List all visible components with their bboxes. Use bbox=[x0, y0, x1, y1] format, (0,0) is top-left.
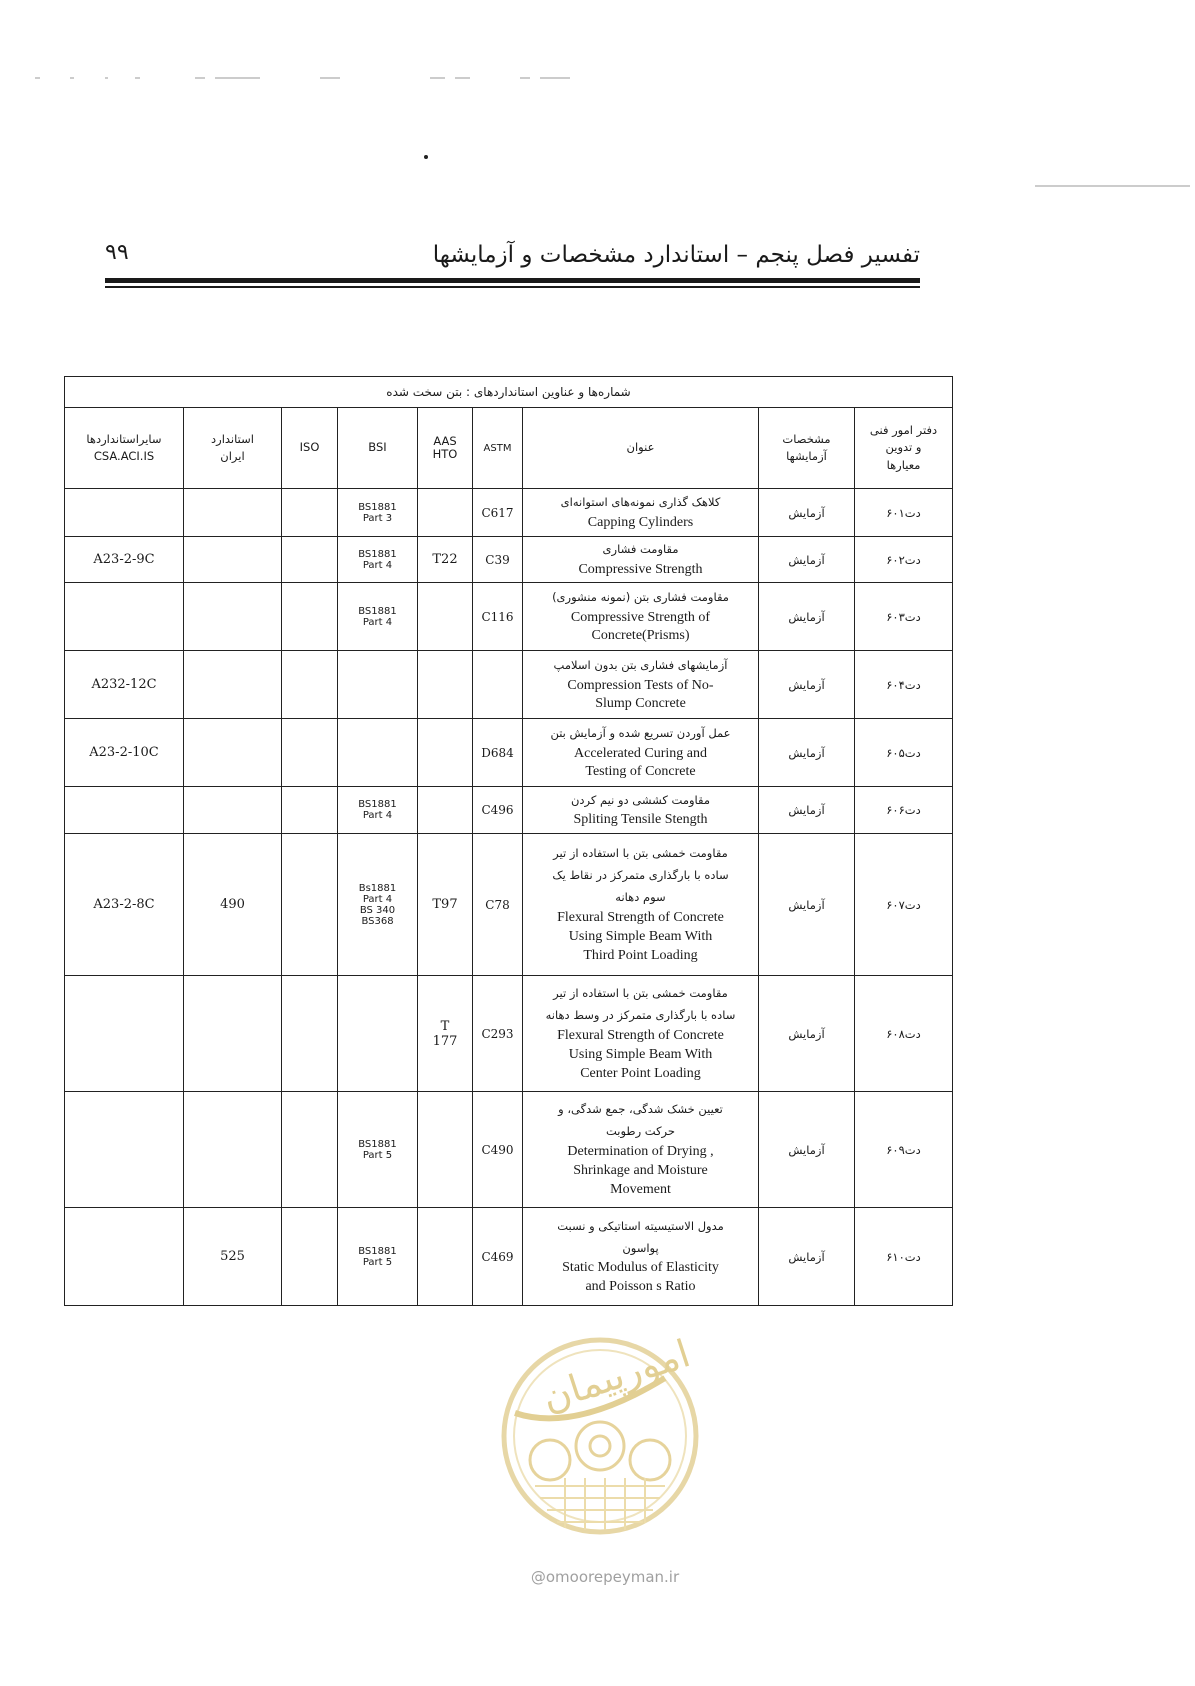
iso-code bbox=[282, 537, 338, 583]
aashto-code: T 177 bbox=[418, 976, 473, 1092]
header-rule bbox=[105, 278, 920, 283]
table-row bbox=[65, 583, 953, 651]
aashto-code bbox=[418, 583, 473, 651]
office-code: دت۶۰۲ bbox=[855, 537, 953, 583]
iran-code bbox=[184, 537, 282, 583]
office-code: دت۶۱۰ bbox=[855, 1208, 953, 1306]
title-cell bbox=[523, 537, 759, 583]
astm-code: D684 bbox=[473, 719, 523, 787]
other-code bbox=[65, 1092, 184, 1208]
spec-type: آزمایش bbox=[759, 1208, 855, 1306]
table-row bbox=[65, 834, 953, 976]
iso-code bbox=[282, 1208, 338, 1306]
column-header-title: عنوان bbox=[523, 408, 759, 489]
aashto-code bbox=[418, 1208, 473, 1306]
aashto-code bbox=[418, 719, 473, 787]
bsi-code: BS1881 Part 5 bbox=[338, 1092, 418, 1208]
office-code: دت۶۰۳ bbox=[855, 583, 953, 651]
table-row bbox=[65, 1208, 953, 1306]
title-fa: مقاومت خمشی بتن با استفاده از تیر ساده با بارگذاری متمرکز در وسط دهانه bbox=[545, 986, 736, 1023]
bsi-code bbox=[338, 651, 418, 719]
title-en: Static Modulus of Elasticity and Poisson s Ratio bbox=[562, 1260, 719, 1295]
watermark-logo-text: امورپیمان bbox=[536, 1331, 696, 1421]
spec-type: آزمایش bbox=[759, 719, 855, 787]
title-cell bbox=[523, 489, 759, 537]
table-row bbox=[65, 719, 953, 787]
aashto-code bbox=[418, 787, 473, 834]
title-fa: مدول الاستیسیته استاتیکی و نسبت پواسون bbox=[557, 1218, 724, 1255]
iso-code bbox=[282, 489, 338, 537]
column-header-bsi: BSI bbox=[338, 408, 418, 489]
table-row bbox=[65, 787, 953, 834]
table-row bbox=[65, 976, 953, 1092]
table-row bbox=[65, 537, 953, 583]
astm-code: C39 bbox=[473, 537, 523, 583]
bsi-code: BS1881 Part 5 bbox=[338, 1208, 418, 1306]
iran-code: 525 bbox=[184, 1208, 282, 1306]
title-en: Accelerated Curing and Testing of Concrete bbox=[574, 745, 707, 780]
column-header-iran: استاندارد ایران bbox=[184, 408, 282, 489]
title-fa: عمل آوردن تسریع شده و آزمایش بتن bbox=[550, 725, 731, 740]
spec-type: آزمایش bbox=[759, 787, 855, 834]
office-code: دت۶۰۷ bbox=[855, 834, 953, 976]
title-cell bbox=[523, 787, 759, 834]
watermark-url bbox=[500, 1568, 710, 1586]
title-fa: تعیین خشک شدگی، جمع شدگی، و حرکت رطوبت bbox=[558, 1102, 723, 1139]
page-header bbox=[105, 240, 920, 290]
other-code bbox=[65, 787, 184, 834]
iran-code bbox=[184, 976, 282, 1092]
other-code: A23-2-10C bbox=[65, 719, 184, 787]
at-icon: @ bbox=[530, 1568, 546, 1586]
other-code: A23-2-8C bbox=[65, 834, 184, 976]
table-row bbox=[65, 1092, 953, 1208]
office-code: دت۶۰۶ bbox=[855, 787, 953, 834]
astm-code: C78 bbox=[473, 834, 523, 976]
title-cell bbox=[523, 1208, 759, 1306]
aashto-code bbox=[418, 489, 473, 537]
astm-code: C490 bbox=[473, 1092, 523, 1208]
iran-code bbox=[184, 651, 282, 719]
page-title: تفسیر فصل پنجم – استاندارد مشخصات و آزمایشها bbox=[432, 242, 920, 268]
title-en: Flexural Strength of Concrete Using Simple Beam With Third Point Loading bbox=[557, 909, 724, 963]
other-code bbox=[65, 1208, 184, 1306]
scan-noise bbox=[0, 0, 1195, 200]
title-en: Compressive Strength of Concrete(Prisms) bbox=[570, 609, 711, 644]
column-header-aashto: AAS HTO bbox=[418, 408, 473, 489]
iran-code: 490 bbox=[184, 834, 282, 976]
iran-code bbox=[184, 489, 282, 537]
iso-code bbox=[282, 834, 338, 976]
iso-code bbox=[282, 787, 338, 834]
spec-type: آزمایش bbox=[759, 976, 855, 1092]
other-code bbox=[65, 976, 184, 1092]
other-code: A23-2-9C bbox=[65, 537, 184, 583]
bsi-code bbox=[338, 976, 418, 1092]
title-cell bbox=[523, 834, 759, 976]
office-code: دت۶۰۹ bbox=[855, 1092, 953, 1208]
table-header-row bbox=[65, 408, 953, 489]
iran-code bbox=[184, 1092, 282, 1208]
title-fa: مقاومت کششی دو نیم کردن bbox=[570, 792, 711, 807]
title-en: Flexural Strength of Concrete Using Simple Beam With Center Point Loading bbox=[557, 1028, 724, 1081]
aashto-code bbox=[418, 1092, 473, 1208]
watermark-url-text: omoorepeyman.ir bbox=[545, 1568, 680, 1586]
column-header-astm: ASTM bbox=[473, 408, 523, 489]
bsi-code: BS1881 Part 4 bbox=[338, 537, 418, 583]
header-rule-thin bbox=[105, 286, 920, 288]
title-fa: آزمایشهای فشاری بتن بدون اسلامپ bbox=[553, 657, 728, 672]
table-caption: شماره‌ها و عناوین استانداردهای : بتن سخت شده bbox=[65, 377, 953, 408]
spec-type: آزمایش bbox=[759, 651, 855, 719]
title-en: Compression Tests of No- Slump Concrete bbox=[567, 677, 714, 712]
office-code: دت۶۰۸ bbox=[855, 976, 953, 1092]
column-header-office: دفتر امور فنی و تدوین معیارها bbox=[855, 408, 953, 489]
iso-code bbox=[282, 976, 338, 1092]
iran-code bbox=[184, 719, 282, 787]
title-fa: کلاهک گذاری نمونه‌های استوانه‌ای bbox=[560, 495, 721, 510]
title-en: Capping Cylinders bbox=[587, 514, 694, 530]
title-en: Spliting Tensile Stength bbox=[573, 812, 708, 828]
bsi-code: BS1881 Part 4 bbox=[338, 787, 418, 834]
office-code: دت۶۰۱ bbox=[855, 489, 953, 537]
aashto-code bbox=[418, 651, 473, 719]
spec-type: آزمایش bbox=[759, 537, 855, 583]
spec-type: آزمایش bbox=[759, 1092, 855, 1208]
title-fa: مقاومت خمشی بتن با استفاده از تیر ساده با بارگذاری متمرکز در نقاط یک سوم دهانه bbox=[552, 846, 729, 905]
other-code bbox=[65, 583, 184, 651]
astm-code bbox=[473, 651, 523, 719]
iso-code bbox=[282, 651, 338, 719]
astm-code: C469 bbox=[473, 1208, 523, 1306]
title-cell bbox=[523, 583, 759, 651]
title-fa: مقاومت فشاری bbox=[602, 542, 679, 557]
spec-type: آزمایش bbox=[759, 489, 855, 537]
title-fa: مقاومت فشاری بتن (نمونه منشوری) bbox=[552, 589, 729, 604]
title-cell bbox=[523, 651, 759, 719]
iso-code bbox=[282, 583, 338, 651]
iso-code bbox=[282, 1092, 338, 1208]
office-code: دت۶۰۴ bbox=[855, 651, 953, 719]
title-en: Determination of Drying , Shrinkage and Moisture Movement bbox=[567, 1144, 714, 1197]
title-en: Compressive Strength bbox=[578, 561, 703, 577]
title-cell bbox=[523, 976, 759, 1092]
astm-code: C293 bbox=[473, 976, 523, 1092]
table-row bbox=[65, 489, 953, 537]
spec-type: آزمایش bbox=[759, 583, 855, 651]
astm-code: C116 bbox=[473, 583, 523, 651]
table-row bbox=[65, 651, 953, 719]
column-header-spec: مشخصات آزمایشها bbox=[759, 408, 855, 489]
standards-table bbox=[64, 376, 953, 1306]
office-code: دت۶۰۵ bbox=[855, 719, 953, 787]
iran-code bbox=[184, 787, 282, 834]
page-number: ۹۹ bbox=[105, 240, 129, 265]
scan-dot bbox=[424, 155, 428, 159]
column-header-other: سایراستانداردها CSA.ACI.IS bbox=[65, 408, 184, 489]
iso-code bbox=[282, 719, 338, 787]
column-header-iso: ISO bbox=[282, 408, 338, 489]
bsi-code: Bs1881 Part 4 BS 340 BS368 bbox=[338, 834, 418, 976]
iran-code bbox=[184, 583, 282, 651]
watermark-logo bbox=[495, 1318, 705, 1568]
astm-code: C496 bbox=[473, 787, 523, 834]
astm-code: C617 bbox=[473, 489, 523, 537]
other-code bbox=[65, 489, 184, 537]
aashto-code: T97 bbox=[418, 834, 473, 976]
title-cell bbox=[523, 1092, 759, 1208]
bsi-code bbox=[338, 719, 418, 787]
spec-type: آزمایش bbox=[759, 834, 855, 976]
aashto-code: T22 bbox=[418, 537, 473, 583]
bsi-code: BS1881 Part 4 bbox=[338, 583, 418, 651]
other-code: A232-12C bbox=[65, 651, 184, 719]
bsi-code: BS1881 Part 3 bbox=[338, 489, 418, 537]
title-cell bbox=[523, 719, 759, 787]
